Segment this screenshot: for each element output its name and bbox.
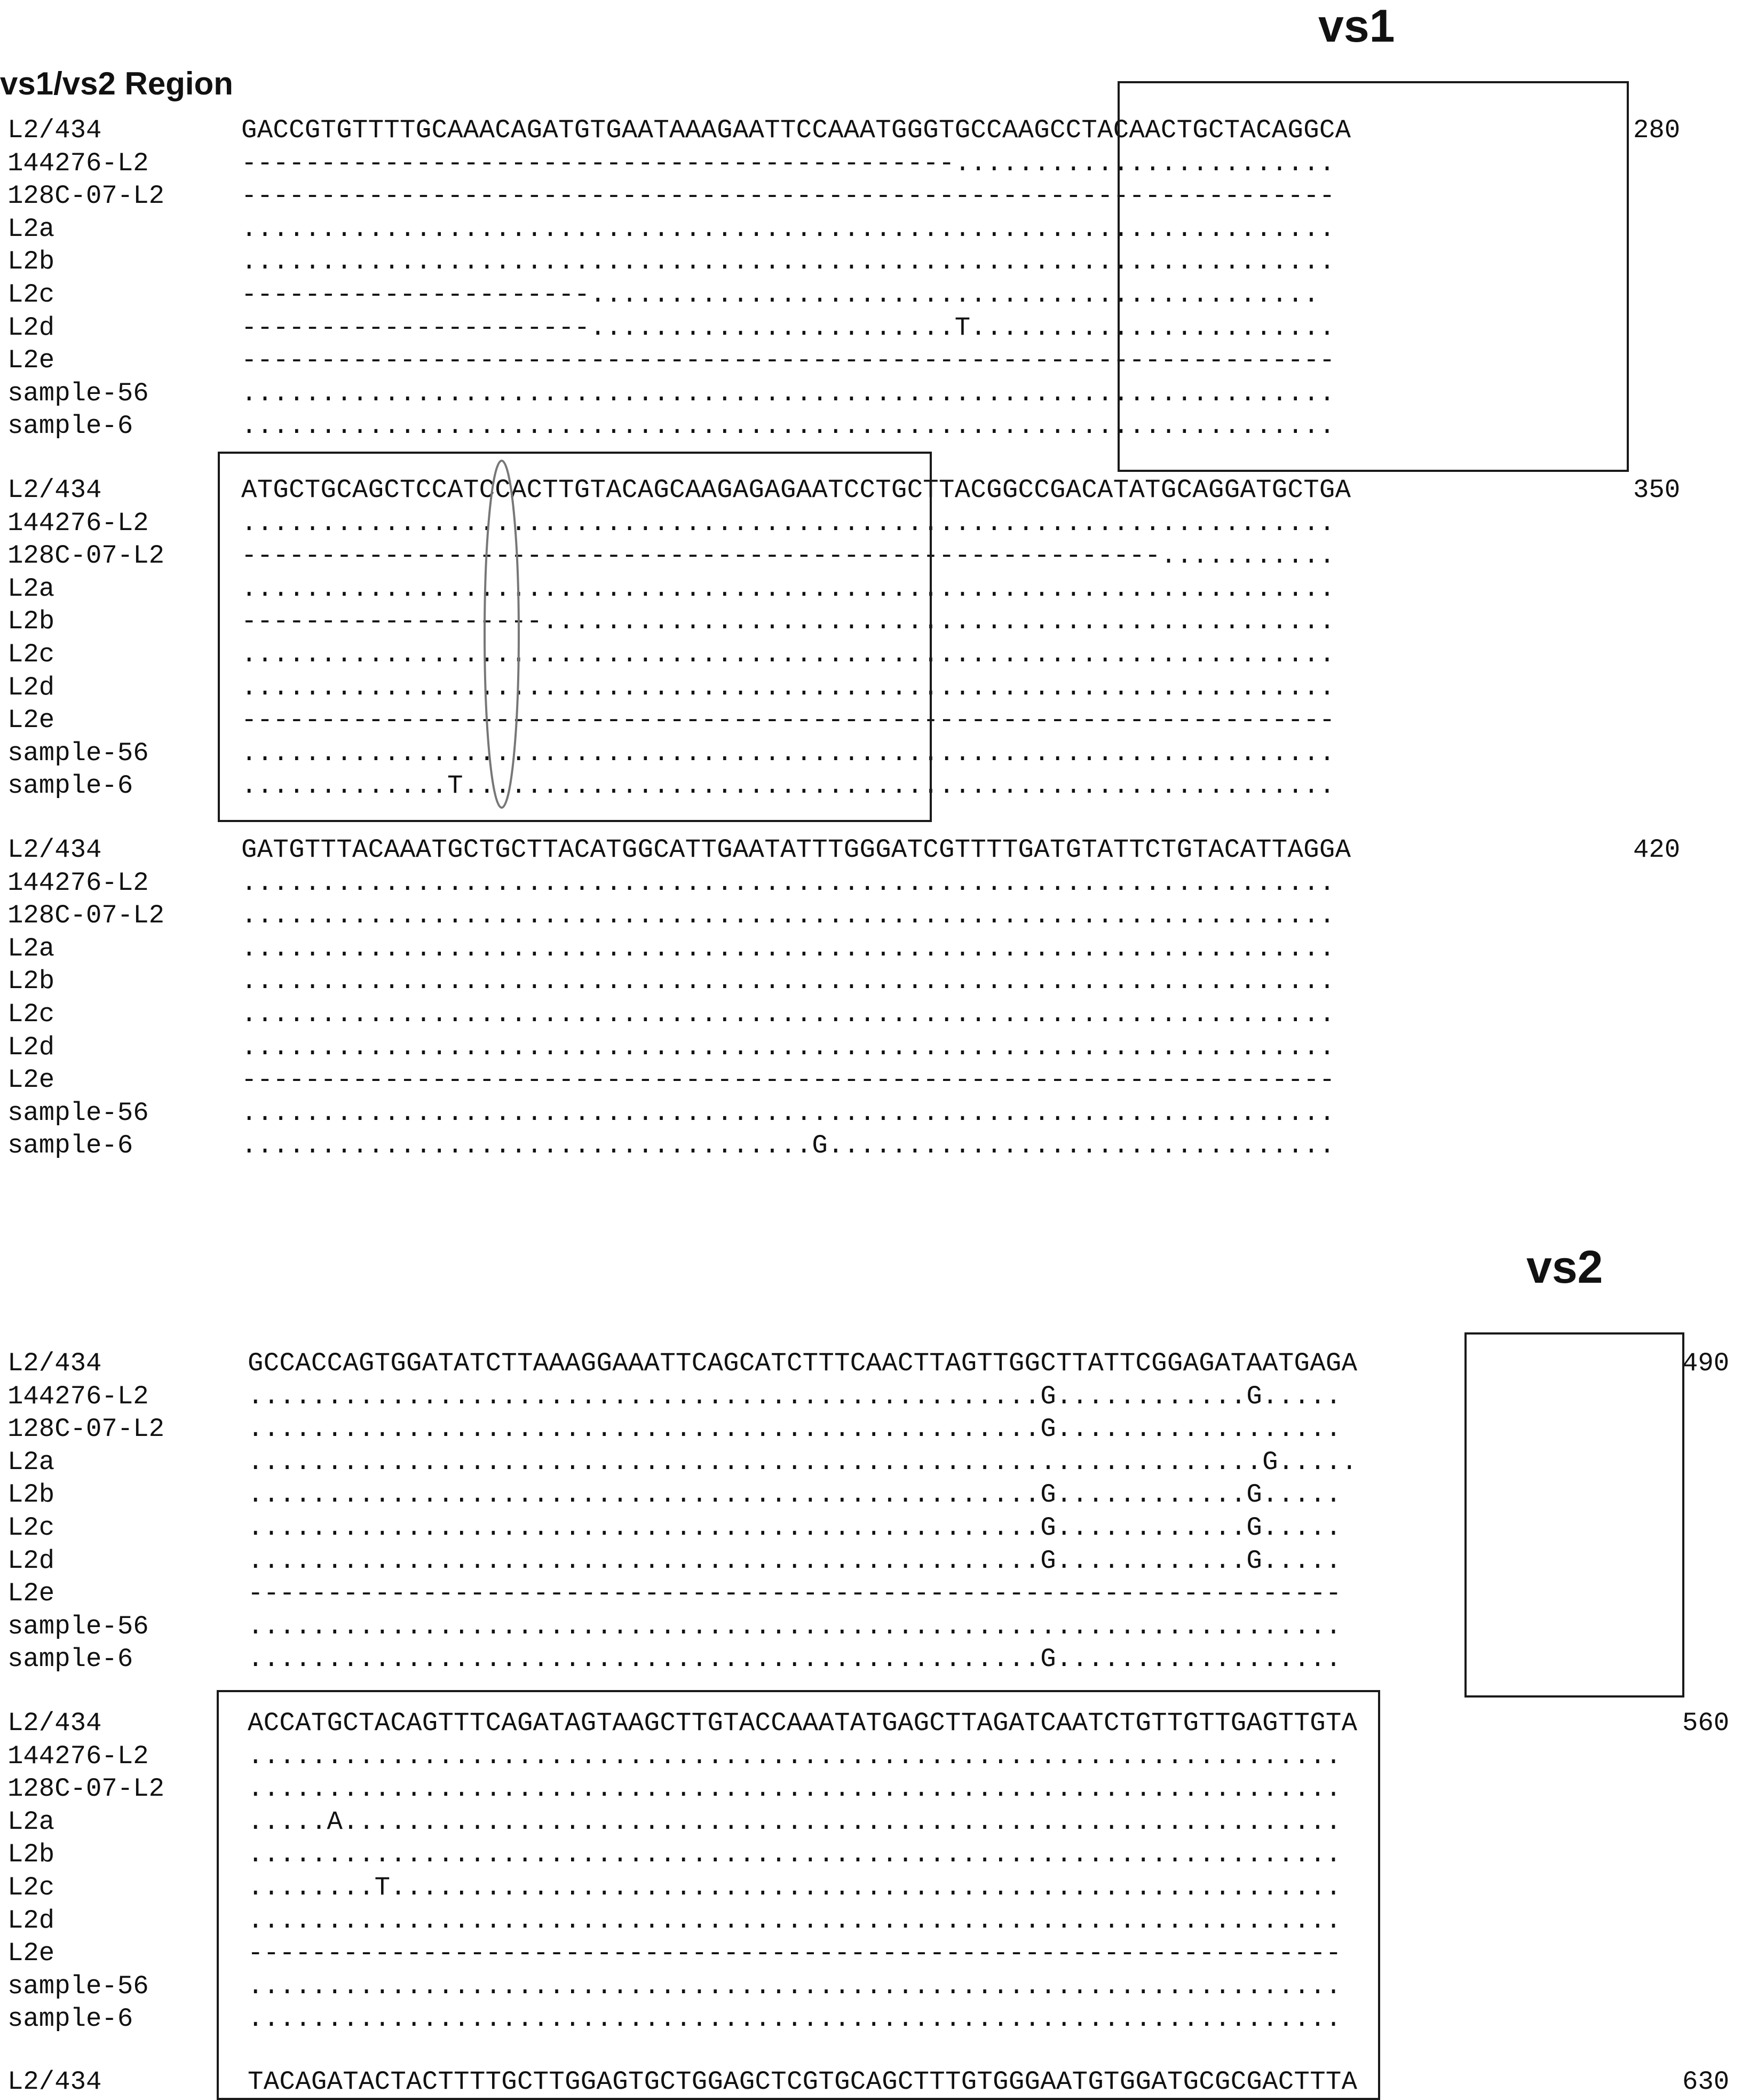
- sequence-residues: .....................................................................: [241, 1098, 1335, 1128]
- sequence-residues: TACAGATACTACTTTTGCTTGGAGTGCTGGAGCTCGTGCAGCTTTGTGGGAATGTGGATGCGCGACTTTA: [248, 2067, 1358, 2097]
- sequence-residues: .....................................................................: [241, 672, 1335, 702]
- sequence-residues: ................................................................G.....: [248, 1447, 1358, 1477]
- sequence-name: L2d: [7, 1905, 55, 1936]
- sequence-residues: .....................................................................: [241, 933, 1335, 964]
- sequence-residues: ..................................................G............G.....: [248, 1381, 1342, 1411]
- sequence-residues: ---------------------------------------------........................: [241, 148, 1335, 178]
- sequence-residues: GACCGTGTTTTGCAAACAGATGTGAATAAAGAATTCCAAATGGGTGCCAAGCCTACAACTGCTACAGGCA: [241, 115, 1351, 145]
- sequence-name: L2e: [7, 705, 55, 736]
- sequence-residues: .....................................................................: [241, 639, 1335, 669]
- sequence-name: sample-56: [7, 378, 149, 408]
- block5-highlight-box: [217, 1690, 1380, 2100]
- sequence-name: 128C-07-L2: [7, 181, 165, 211]
- sequence-name: 144276-L2: [7, 508, 149, 538]
- sequence-name: L2d: [7, 312, 55, 343]
- position-number: 350: [1633, 475, 1681, 505]
- sequence-name: 128C-07-L2: [7, 541, 165, 571]
- sequence-residues: .............T.......................................................: [241, 771, 1335, 801]
- sequence-name: L2b: [7, 1840, 55, 1870]
- sequence-residues: ..................................................G............G.....: [248, 1512, 1342, 1543]
- sequence-residues: ----------------------..............................................: [241, 279, 1319, 310]
- sequence-residues: .....................................................................: [241, 573, 1335, 604]
- sequence-residues: .....................................................................: [241, 214, 1335, 244]
- sequence-name: sample-56: [7, 738, 149, 768]
- block2-highlight-box: [218, 452, 932, 822]
- sequence-residues: GCCACCAGTGGATATCTTAAAGGAAATTCAGCATCTTTCAACTTAGTTGGCTTATTCGGAGATAATGAGA: [248, 1348, 1358, 1378]
- sequence-name: sample-6: [7, 2004, 133, 2034]
- position-number: 630: [1682, 2067, 1730, 2097]
- position-number: 420: [1633, 835, 1681, 865]
- sequence-name: 144276-L2: [7, 1741, 149, 1771]
- sequence-residues: .....................................................................: [241, 508, 1335, 538]
- sequence-residues: ATGCTGCAGCTCCATCCACTTGTACAGCAAGAGAGAATCCTGCTTACGGCCGACATATGCAGGATGCTGA: [241, 475, 1351, 505]
- sequence-name: L2e: [7, 1065, 55, 1095]
- sequence-name: L2e: [7, 1578, 55, 1609]
- sequence-name: L2e: [7, 345, 55, 376]
- vs2-box: [1464, 1332, 1684, 1698]
- sequence-residues: .....................................................................: [248, 1840, 1342, 1870]
- sequence-name: L2/434: [7, 2067, 102, 2097]
- sequence-residues: .....................................................................: [241, 738, 1335, 768]
- sequence-residues: .....................................................................: [248, 2004, 1342, 2034]
- sequence-name: 128C-07-L2: [7, 901, 165, 931]
- sequence-residues: .....................................................................: [241, 867, 1335, 898]
- sequence-name: L2c: [7, 1872, 55, 1902]
- sequence-residues: .....................................................................: [241, 247, 1335, 277]
- sequence-name: L2/434: [7, 475, 102, 505]
- sequence-name: 128C-07-L2: [7, 1414, 165, 1444]
- sequence-name: L2b: [7, 247, 55, 277]
- sequence-residues: ........T............................................................: [248, 1872, 1342, 1902]
- sequence-name: L2a: [7, 933, 55, 964]
- sequence-residues: ---------------------------------------------------------------------: [248, 1578, 1342, 1609]
- sequence-name: L2c: [7, 639, 55, 669]
- sequence-residues: ----------------------.......................T.......................: [241, 312, 1335, 343]
- sequence-name: 144276-L2: [7, 148, 149, 178]
- sequence-residues: ..................................................G..................: [248, 1644, 1342, 1675]
- sequence-residues: .....................................................................: [241, 378, 1335, 408]
- sequence-name: L2d: [7, 672, 55, 702]
- sequence-name: sample-56: [7, 1611, 149, 1641]
- sequence-name: L2/434: [7, 1348, 102, 1378]
- sequence-name: sample-6: [7, 1644, 133, 1675]
- sequence-residues: ---------------------------------------------------------------------: [241, 345, 1335, 376]
- sequence-name: L2e: [7, 1938, 55, 1969]
- sequence-residues: ---------------------------------------------------------------------: [248, 1938, 1342, 1969]
- position-number: 280: [1633, 115, 1681, 145]
- sequence-name: L2/434: [7, 1708, 102, 1738]
- sequence-residues: -------------------..................................................: [241, 606, 1335, 637]
- sequence-name: L2a: [7, 214, 55, 244]
- sequence-name: sample-56: [7, 1098, 149, 1128]
- position-number: 560: [1682, 1708, 1730, 1738]
- sequence-name: sample-6: [7, 771, 133, 801]
- sequence-residues: ..................................................G............G.....: [248, 1480, 1342, 1510]
- sequence-name: sample-6: [7, 1131, 133, 1161]
- sequence-name: L2b: [7, 606, 55, 637]
- sequence-name: L2b: [7, 966, 55, 997]
- vs2-label: vs2: [1526, 1242, 1603, 1293]
- vs1-box: [1118, 81, 1629, 472]
- sequence-name: L2c: [7, 279, 55, 310]
- sequence-name: L2/434: [7, 835, 102, 865]
- sequence-residues: .....................................................................: [241, 411, 1335, 441]
- sequence-residues: ----------------------------------------------------------...........: [241, 541, 1335, 571]
- variant-ellipse: [480, 458, 523, 810]
- position-number: 490: [1682, 1348, 1730, 1378]
- vs1-label: vs1: [1318, 1, 1395, 52]
- sequence-name: L2c: [7, 1512, 55, 1543]
- sequence-residues: .....................................................................: [248, 1741, 1342, 1771]
- sequence-name: L2a: [7, 573, 55, 604]
- sequence-name: sample-6: [7, 411, 133, 441]
- sequence-residues: .....................................................................: [241, 999, 1335, 1029]
- sequence-name: L2c: [7, 999, 55, 1029]
- sequence-name: L2d: [7, 1545, 55, 1576]
- sequence-residues: ..................................................G............G.....: [248, 1545, 1342, 1576]
- sequence-residues: .....................................................................: [248, 1905, 1342, 1936]
- sequence-name: 128C-07-L2: [7, 1774, 165, 1804]
- sequence-residues: ..................................................G..................: [248, 1414, 1342, 1444]
- sequence-name: L2a: [7, 1447, 55, 1477]
- sequence-residues: .....A...............................................................: [248, 1806, 1342, 1837]
- sequence-name: L2d: [7, 1032, 55, 1062]
- sequence-residues: ---------------------------------------------------------------------: [241, 1065, 1335, 1095]
- sequence-name: sample-56: [7, 1971, 149, 2001]
- sequence-name: L2/434: [7, 115, 102, 145]
- sequence-residues: ACCATGCTACAGTTTCAGATAGTAAGCTTGTACCAAATATGAGCTTAGATCAATCTGTTGTTGAGTTGTA: [248, 1708, 1358, 1738]
- sequence-residues: .....................................................................: [248, 1611, 1342, 1641]
- sequence-residues: GATGTTTACAAATGCTGCTTACATGGCATTGAATATTTGGGATCGTTTTGATGTATTCTGTACATTAGGA: [241, 835, 1351, 865]
- sequence-residues: .....................................................................: [241, 1032, 1335, 1062]
- sequence-residues: ---------------------------------------------------------------------: [241, 181, 1335, 211]
- sequence-residues: ....................................G................................: [241, 1131, 1335, 1161]
- sequence-residues: .....................................................................: [241, 901, 1335, 931]
- sequence-name: L2b: [7, 1480, 55, 1510]
- figure-title: vs1/vs2 Region: [0, 66, 233, 101]
- sequence-name: L2a: [7, 1806, 55, 1837]
- sequence-residues: .....................................................................: [241, 966, 1335, 997]
- sequence-name: 144276-L2: [7, 1381, 149, 1411]
- sequence-residues: .....................................................................: [248, 1971, 1342, 2001]
- sequence-residues: ---------------------------------------------------------------------: [241, 705, 1335, 736]
- sequence-residues: .....................................................................: [248, 1774, 1342, 1804]
- sequence-name: 144276-L2: [7, 867, 149, 898]
